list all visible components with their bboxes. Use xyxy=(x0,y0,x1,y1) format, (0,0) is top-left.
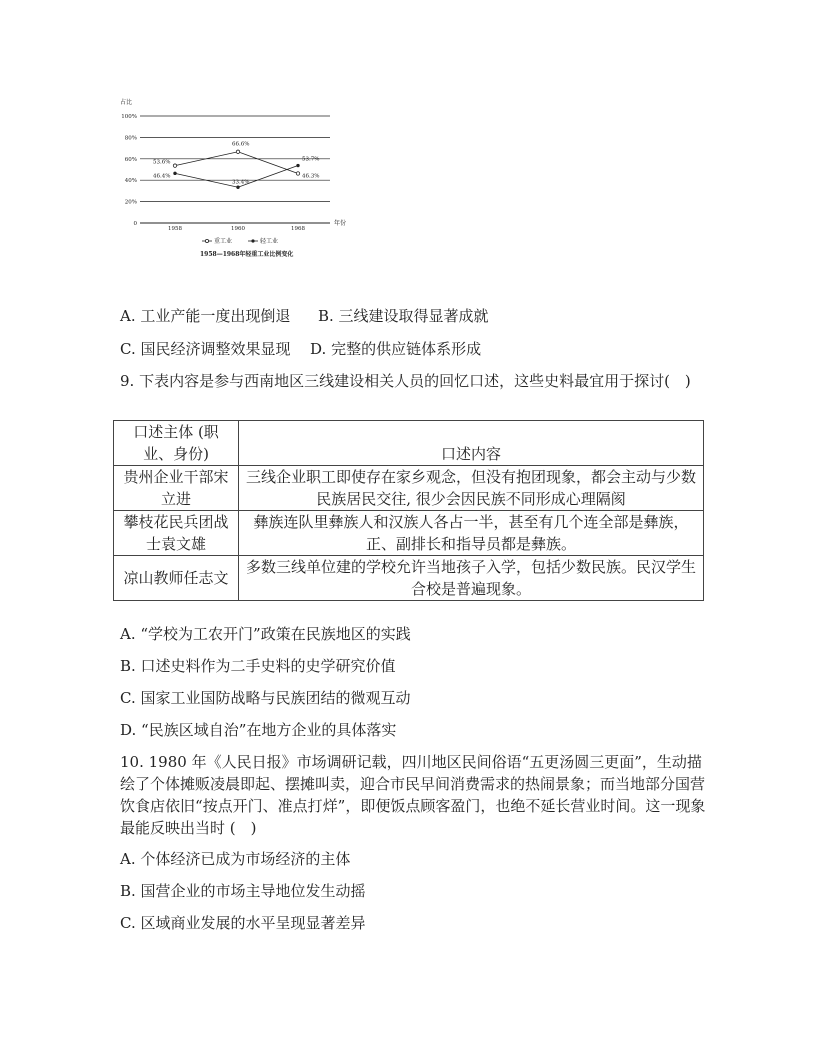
data-label: 46.3% xyxy=(302,173,320,180)
row1-content: 三线企业职工即使存在家乡观念，但没有抱团现象，都会主动与少数民族居民交往, 很少会因民族不同形成心理隔阂 xyxy=(239,466,704,511)
q9-option-b[interactable]: B. 口述史料作为二手史料的史学研究价值 xyxy=(120,657,396,675)
y-tick-label: 0 xyxy=(133,221,137,227)
row2-content: 彝族连队里彝族人和汉族人各占一半，甚至有几个连全部是彝族，正、副排长和指导员都是彝族。 xyxy=(239,511,704,556)
q8-options-row1 xyxy=(120,305,489,326)
header-content: 口述内容 xyxy=(239,421,704,466)
legend-marker-light xyxy=(251,239,254,242)
legend-marker-heavy xyxy=(205,239,208,242)
y-tick-label: 20% xyxy=(124,199,137,206)
data-label: 53.6% xyxy=(153,159,171,166)
y-tick-label: 60% xyxy=(124,156,137,163)
data-point xyxy=(236,186,239,189)
data-point xyxy=(296,172,299,175)
data-point xyxy=(173,164,176,167)
q8-option-c[interactable]: C. 国民经济调整效果显现 xyxy=(120,340,291,358)
y-tick-label: 40% xyxy=(124,178,137,185)
table-row xyxy=(114,556,704,601)
x-tick-label: 1968 xyxy=(291,226,305,232)
data-point xyxy=(173,172,176,175)
q9-option-a[interactable]: A. “学校为工农开门”政策在民族地区的实践 xyxy=(120,625,411,643)
oral-history-table xyxy=(113,420,704,601)
q10-stem: 10. 1980 年《人民日报》市场调研记载，四川地区民间俗语“五更汤圆三更面”，生动描绘了个体摊贩凌晨即起、摆摊叫卖，迎合市民早间消费需求的热闹景象；而当地部分国营饮食店依旧“按点开门、准点打烊”，即便饭点顾客盈门，也绝不延长营业时间。这一现象最能反映出当时 ( ) xyxy=(120,753,706,837)
chart-title: 1958—1968年轻重工业比例变化 xyxy=(200,251,294,258)
row1-speaker: 贵州企业干部宋立进 xyxy=(114,466,239,511)
table-row xyxy=(114,466,704,511)
legend-label-light: 轻工业 xyxy=(260,238,279,245)
data-point xyxy=(296,164,299,167)
row3-content: 多数三线单位建的学校允许当地孩子入学，包括少数民族。民汉学生合校是普遍现象。 xyxy=(239,556,704,601)
q10-option-c[interactable]: C. 区域商业发展的水平呈现显著差异 xyxy=(120,914,366,932)
series-line-heavy xyxy=(175,152,298,174)
header-speaker: 口述主体 (职业、身份) xyxy=(114,421,239,466)
industry-ratio-chart xyxy=(110,96,370,266)
q8-option-d[interactable]: D. 完整的供应链体系形成 xyxy=(310,340,482,358)
data-label: 53.7% xyxy=(302,156,320,163)
data-point xyxy=(236,150,239,153)
q8-option-a[interactable]: A. 工业产能一度出现倒退 xyxy=(120,307,291,325)
row3-speaker: 凉山教师任志文 xyxy=(114,556,239,601)
q9-stem: 9. 下表内容是参与西南地区三线建设相关人员的回忆口述，这些史料最宜用于探讨( ) xyxy=(120,372,691,390)
y-tick-label: 80% xyxy=(124,135,137,142)
y-tick-label: 100% xyxy=(121,114,137,120)
q8-option-b[interactable]: B. 三线建设取得显著成就 xyxy=(317,307,489,325)
data-label: 33.4% xyxy=(232,179,250,186)
table-header-row xyxy=(114,421,704,466)
table-row xyxy=(114,511,704,556)
data-label: 66.6% xyxy=(232,141,250,148)
x-tick-label: 1960 xyxy=(231,226,245,232)
row2-speaker: 攀枝花民兵团战士袁文雄 xyxy=(114,511,239,556)
q9-option-c[interactable]: C. 国家工业国防战略与民族团结的微观互动 xyxy=(120,689,411,707)
data-label: 46.4% xyxy=(153,173,171,180)
x-tick-label: 1958 xyxy=(168,226,182,232)
y-axis-label: 占比 xyxy=(120,99,133,106)
legend-label-heavy: 重工业 xyxy=(214,238,233,245)
q10-option-a[interactable]: A. 个体经济已成为市场经济的主体 xyxy=(120,850,351,868)
q10-option-b[interactable]: B. 国营企业的市场主导地位发生动摇 xyxy=(120,882,366,900)
x-axis-label: 年份 xyxy=(334,220,347,227)
q9-option-d[interactable]: D. “民族区域自治”在地方企业的具体落实 xyxy=(120,721,397,739)
q8-options-row2 xyxy=(120,338,481,359)
